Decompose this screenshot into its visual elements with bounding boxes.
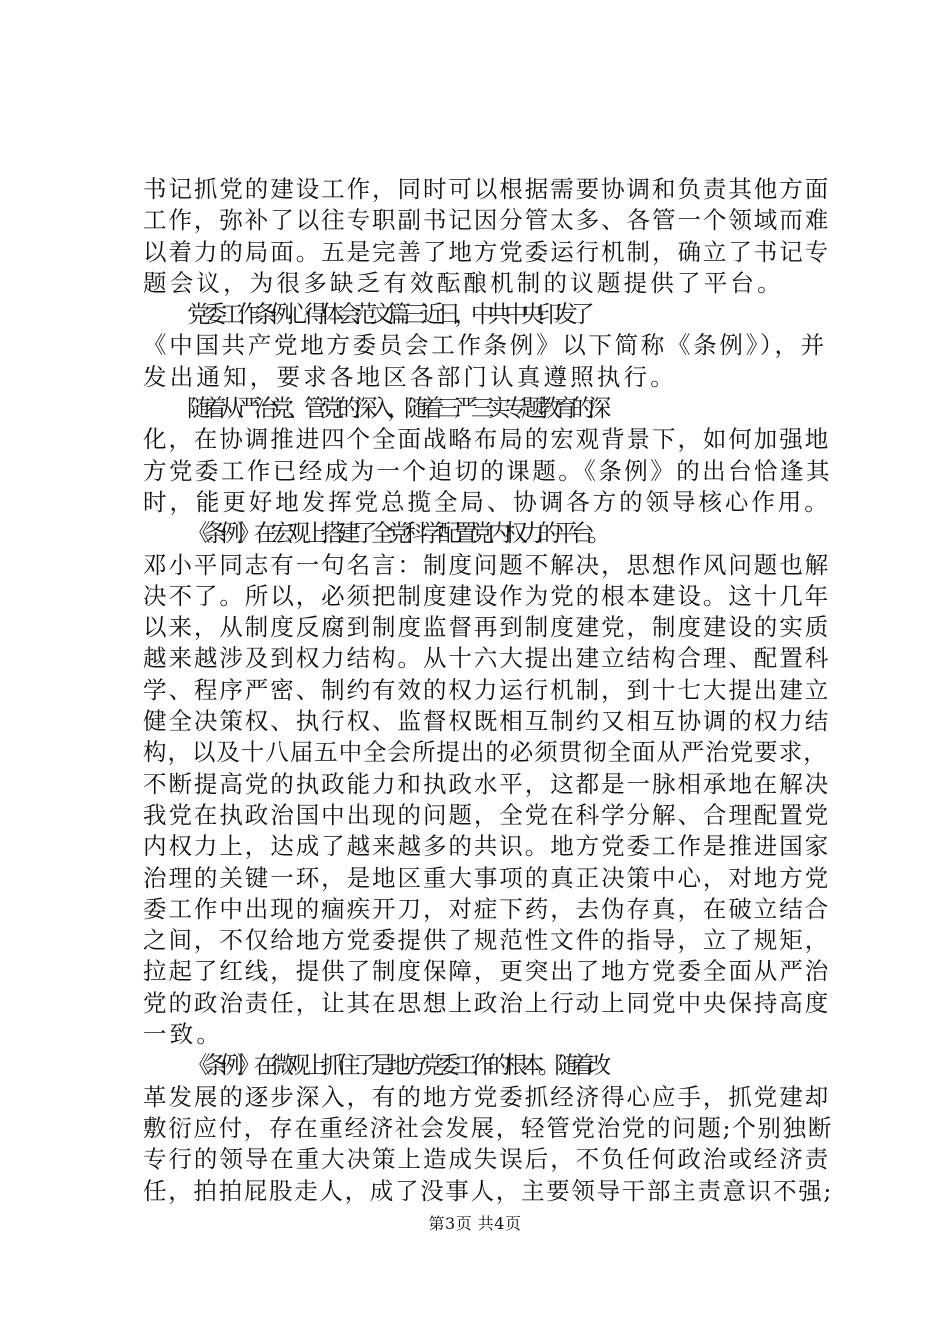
- text-line: 委工作中出现的痼疾开刀，对症下药，去伪存真，在破立结合: [143, 894, 831, 923]
- text-line: 越来越涉及到权力结构。从十六大提出建立结构合理、配置科: [143, 644, 831, 673]
- text-line: 《条例》在宏观上搭建了全党科学配置党内权力的平台。: [187, 519, 605, 548]
- text-line: 敷衍应付，存在重经济社会发展，轻管党治党的问题;个别独断: [143, 1113, 834, 1142]
- document-body: [143, 174, 833, 1207]
- text-line: 以来，从制度反腐到制度监督再到制度建党，制度建设的实质: [143, 613, 831, 642]
- text-line: 工作，弥补了以往专职副书记因分管太多、各管一个领域而难: [143, 206, 831, 235]
- text-line: 《条例》在微观上抓住了是地方党委工作的根本。随着改: [187, 1051, 605, 1080]
- text-line: 方党委工作已经成为一个迫切的课题。《条例》的出台恰逢其: [143, 456, 832, 485]
- text-line: 学、程序严密、制约有效的权力运行机制，到十七大提出建立: [143, 675, 831, 704]
- text-line: 之间，不仅给地方党委提供了规范性文件的指导，立了规矩，: [143, 926, 831, 955]
- text-line: 任，拍拍屁股走人，成了没事人，主要领导干部主责意识不强;: [143, 1176, 834, 1205]
- text-line: 拉起了红线，提供了制度保障，更突出了地方党委全面从严治: [143, 957, 831, 986]
- text-line: 专行的领导在重大决策上造成失误后，不负任何政治或经济责: [143, 1145, 831, 1174]
- text-line: 革发展的逐步深入，有的地方党委抓经济得心应手，抓党建却: [143, 1082, 831, 1111]
- text-line: 题会议，为很多缺乏有效酝酿机制的议题提供了平台。: [143, 268, 784, 297]
- text-line: 发出通知，要求各地区各部门认真遵照执行。: [143, 362, 677, 391]
- page-footer: 第3页 共4页: [428, 1214, 522, 1233]
- text-line: 党的政治责任，让其在思想上政治上行动上同党中央保持高度: [143, 988, 831, 1017]
- text-line: 党委工作条例心得体会范文篇三近日，中共中央印发了: [187, 300, 588, 329]
- text-line: 决不了。所以，必须把制度建设作为党的根本建设。这十几年: [143, 581, 831, 610]
- text-line: 化，在协调推进四个全面战略布局的宏观背景下，如何加强地: [143, 425, 831, 454]
- text-line: 健全决策权、执行权、监督权既相互制约又相互协调的权力结: [143, 707, 831, 736]
- text-line: 不断提高党的执政能力和执政水平，这都是一脉相承地在解决: [143, 769, 831, 798]
- text-line: 《中国共产党地方委员会工作条例》以下简称《条例》），并: [143, 331, 827, 360]
- text-line: 书记抓党的建设工作，同时可以根据需要协调和负责其他方面: [143, 175, 831, 203]
- text-line: 邓小平同志有一句名言：制度问题不解决，思想作风问题也解: [143, 550, 831, 579]
- text-line: 内权力上，达成了越来越多的共识。地方党委工作是推进国家: [143, 832, 831, 861]
- text-line: 时，能更好地发挥党总揽全局、协调各方的领导核心作用。: [143, 487, 831, 516]
- text-line: 治理的关键一环，是地区重大事项的真正决策中心，对地方党: [143, 863, 831, 892]
- text-line: 我党在执政治国中出现的问题，全党在科学分解、合理配置党: [143, 800, 831, 829]
- text-line: 一致。: [143, 1020, 224, 1049]
- text-line: 构，以及十八届五中全会所提出的必须贯彻全面从严治党要求，: [143, 738, 828, 767]
- text-line: 随着从严治党、管党的深入，随着三严三实专题教育的深: [187, 394, 605, 423]
- text-line: 以着力的局面。五是完善了地方党委运行机制，确立了书记专: [143, 237, 831, 266]
